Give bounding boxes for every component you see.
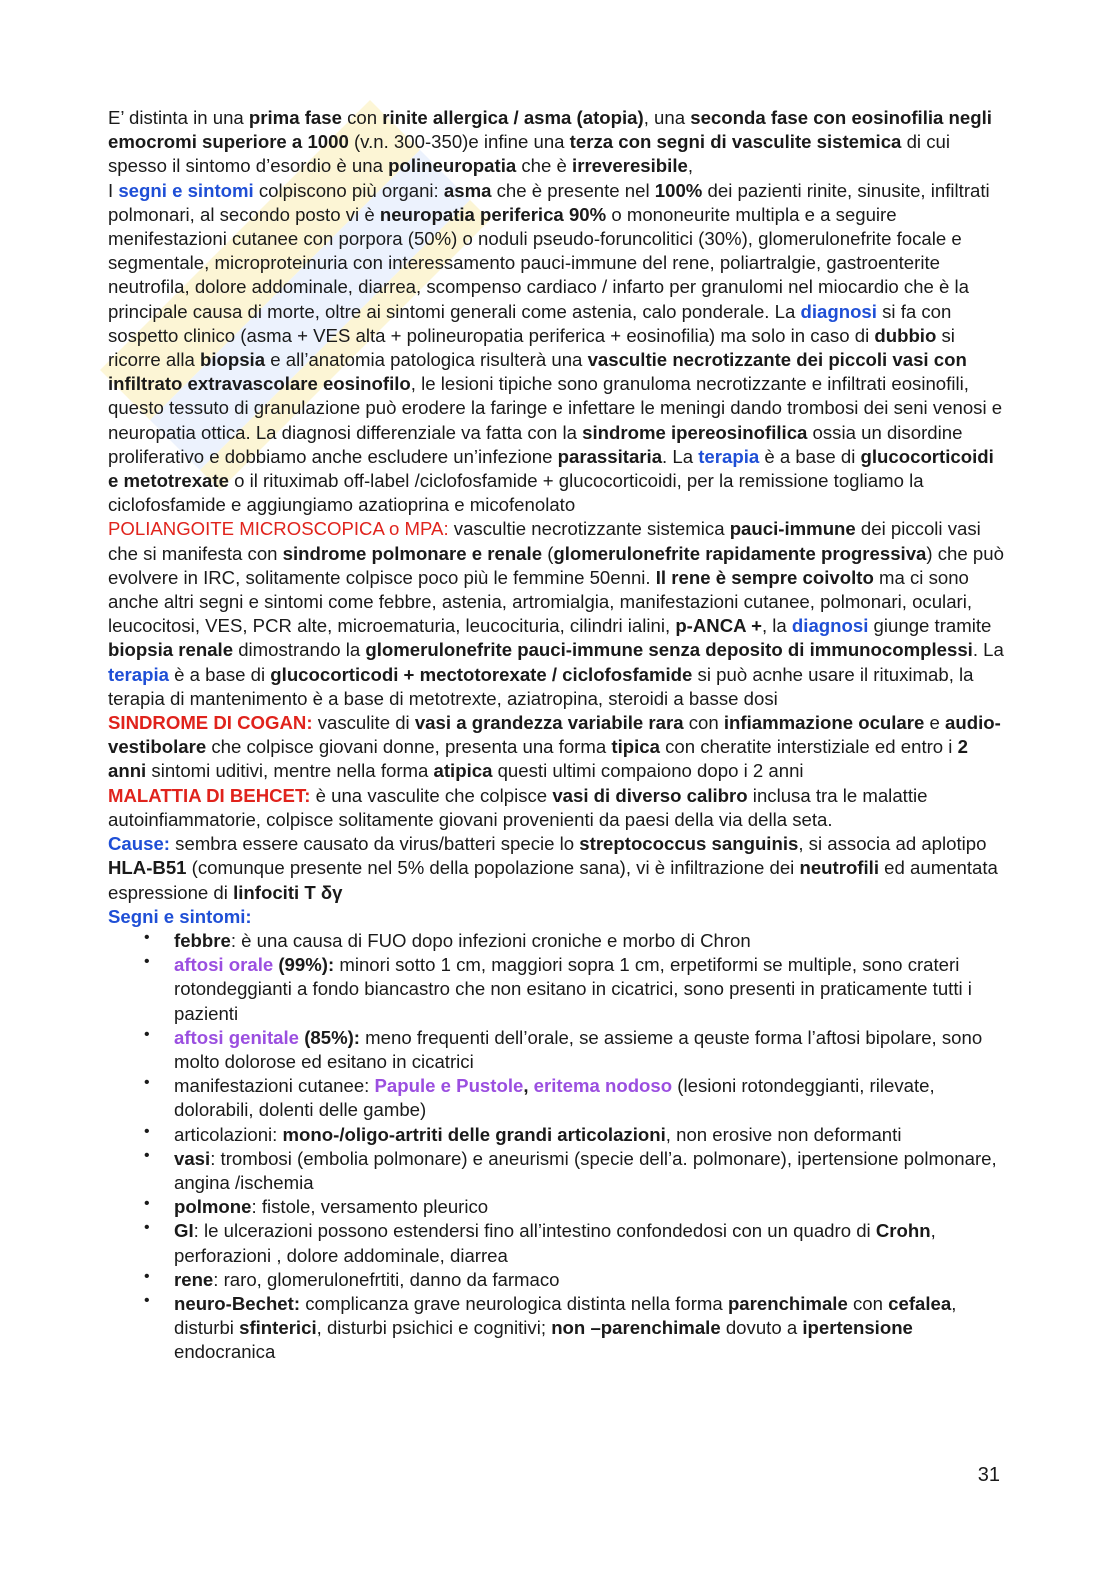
text: irreveresibile bbox=[572, 155, 688, 177]
text: HLA-B51 bbox=[108, 857, 187, 879]
text: manifestazioni cutanee: bbox=[174, 1075, 375, 1097]
list-item bbox=[174, 953, 1008, 1026]
symptoms-list bbox=[108, 929, 1008, 1365]
text: vasculite di bbox=[312, 712, 415, 734]
text: dubbio bbox=[874, 324, 937, 346]
heading-segni-sintomi: Segni e sintomi: bbox=[108, 905, 252, 927]
text: GI bbox=[174, 1220, 194, 1242]
list-item bbox=[174, 1195, 1008, 1219]
text: ossia un disordine proliferativo e dobbiamo anche escludere un’infezione bbox=[108, 421, 963, 467]
text: sembra essere causato da virus/batteri specie lo bbox=[170, 833, 580, 855]
text: ed aumentata espressione di bbox=[108, 857, 998, 903]
list-item bbox=[174, 1123, 1008, 1147]
text: e all’anatomia patologica risulterà una bbox=[265, 349, 588, 371]
text: non –parenchimale bbox=[551, 1317, 721, 1339]
paragraph-egpa bbox=[108, 106, 1008, 517]
text: vasi a grandezza variabile rara bbox=[414, 712, 684, 734]
text: che è presente nel bbox=[491, 179, 655, 201]
text: Papule e Pustole bbox=[374, 1075, 524, 1097]
text: dimostrando la bbox=[233, 639, 366, 661]
list-item bbox=[174, 1292, 1008, 1365]
text: , perforazioni , dolore addominale, diarrea bbox=[174, 1220, 936, 1266]
text: si fa con sospetto clinico (asma + VES alta + polineuropatia periferica + eosinofilia) ma solo in caso di bbox=[108, 300, 952, 346]
text: atipica bbox=[433, 760, 493, 782]
paragraph-cogan bbox=[108, 711, 1008, 784]
text: vasi bbox=[174, 1147, 211, 1169]
text: seconda fase con eosinofilia negli emocromi superiore a 1000 bbox=[108, 107, 992, 153]
list-item bbox=[174, 1219, 1008, 1267]
heading-diagnosi: diagnosi bbox=[791, 615, 869, 637]
heading-terapia: terapia bbox=[108, 663, 169, 685]
text: sintomi uditivi, mentre nella forma bbox=[146, 760, 434, 782]
text: si può acnhe usare il rituximab, la terapia di mantenimento è a base di metotrexte, aziatropina, steroidi a basse dosi bbox=[108, 663, 974, 709]
text: ma ci sono anche altri segni e sintomi come febbre, astenia, artromialgia, manifestazioni cutanee, polmonari, oculari, leucocitosi, VES, PCR alte, microematuria, leucocituria, cilindri ialini, bbox=[108, 566, 973, 637]
text: glomerulonefrite rapidamente progressiva bbox=[553, 542, 927, 564]
text: , disturbi bbox=[174, 1292, 957, 1339]
section-title-cogan: SINDROME DI COGAN: bbox=[108, 712, 313, 734]
text: dei pazienti rinite, sinusite, infiltrati polmonari, al secondo posto vi è bbox=[108, 179, 990, 225]
text: ipertensione bbox=[802, 1317, 913, 1339]
text: (v.n. 300-350)e infine una bbox=[348, 131, 570, 153]
text: vascultie necrotizzante dei piccoli vasi con infiltrato extravascolare eosinofilo bbox=[108, 349, 967, 395]
list-item bbox=[174, 1147, 1008, 1195]
text: è a base di bbox=[759, 445, 861, 467]
heading-diagnosi: diagnosi bbox=[800, 300, 877, 322]
text: (comunque presente nel 5% della popolazione sana), vi è infiltrazione dei bbox=[186, 857, 800, 879]
text: streptococcus sanguinis bbox=[579, 833, 799, 855]
text: , la bbox=[761, 615, 792, 637]
text: , le lesioni tipiche sono granuloma necrotizzante e infiltrati eosinofili, questo tessuto di granulazione può erodere la faringe e infettare le meningi dando trombosi dei seni venosi e neuropatia ottica. La diagnosi differenziale va fatta con la bbox=[108, 373, 1003, 443]
text: parassitaria bbox=[557, 445, 663, 467]
paragraph-segni-heading bbox=[108, 905, 1008, 929]
text: (99%): bbox=[273, 954, 335, 976]
text: con bbox=[341, 107, 383, 128]
text: E’ distinta in una bbox=[108, 107, 249, 128]
text: o mononeurite multipla e a seguire menifestazioni cutanee con porpora (50%) o noduli pseudo-foruncolitici (30%), glomerulonefrite focale e segmentale, microproteinuria con interessamento pauci-immune del rene, poliartralgie, gastroenterite neutrofila, dolore addominale, diarrea, scompenso cardiaco / infarto per granulomi nel miocardio che è la principale causa di morte, oltre ai sintomi generali come astenia, calo ponderale. La bbox=[108, 203, 969, 322]
list-item bbox=[174, 1026, 1008, 1074]
text: ( bbox=[542, 542, 554, 564]
text: rinite allergica / asma (atopia) bbox=[382, 107, 644, 128]
text: che è bbox=[516, 155, 573, 177]
text: di cui spesso il sintomo d’esordio è una bbox=[108, 131, 950, 177]
text: parenchimale bbox=[727, 1292, 848, 1314]
text: che colpisce giovani donne, presenta una forma bbox=[206, 736, 612, 758]
text: articolazioni: bbox=[174, 1123, 283, 1145]
text: biopsia renale bbox=[108, 639, 234, 661]
text: giunge tramite bbox=[868, 615, 992, 637]
text: 2 anni bbox=[108, 736, 968, 782]
heading-terapia: terapia bbox=[698, 445, 760, 467]
text: questi ultimi compaiono dopo i 2 anni bbox=[492, 760, 804, 782]
text: polineuropatia bbox=[388, 155, 517, 177]
text: neuro-Bechet: bbox=[174, 1292, 301, 1314]
text: . La bbox=[972, 639, 1004, 661]
text: , una bbox=[643, 107, 691, 128]
text: si ricorre alla bbox=[108, 324, 955, 371]
text: complicanza grave neurologica distinta nella forma bbox=[300, 1292, 728, 1314]
text: , bbox=[687, 155, 693, 177]
text: tipica bbox=[611, 736, 660, 758]
text: (85%): bbox=[299, 1026, 360, 1048]
text: glomerulonefrite pauci-immune senza deposito di immunocomplessi bbox=[365, 639, 973, 661]
text: inclusa tra le malattie autoinfiammatorie, colpisce solitamente giovani provenienti da paesi della via della seta. bbox=[108, 784, 928, 830]
text: endocranica bbox=[174, 1341, 276, 1363]
list-item bbox=[174, 1268, 1008, 1292]
text: : raro, glomerulonefrtiti, danno da farmaco bbox=[213, 1268, 560, 1290]
text: I bbox=[108, 179, 119, 201]
paragraph-cause bbox=[108, 832, 1008, 905]
heading-segni-sintomi: segni e sintomi bbox=[118, 179, 254, 201]
text: febbre bbox=[174, 929, 231, 951]
text: e bbox=[924, 712, 946, 734]
text: dovuto a bbox=[720, 1317, 803, 1339]
text: ) che può evolvere in IRC, solitamente colpisce poco più le femmine 50enni. bbox=[108, 542, 1004, 588]
text: , disturbi psichici e cognitivi; bbox=[316, 1317, 552, 1339]
text: mono-/oligo-artriti delle grandi articolazioni bbox=[282, 1123, 666, 1145]
section-title-behcet: MALATTIA DI BEHCET: bbox=[108, 784, 311, 806]
text: glucocorticoidi e metotrexate bbox=[108, 445, 994, 492]
text: : fistole, versamento pleurico bbox=[251, 1196, 489, 1218]
text: neutrofili bbox=[799, 857, 880, 879]
text: p-ANCA + bbox=[675, 615, 762, 637]
text: è a base di bbox=[168, 663, 271, 685]
text: (lesioni rotondeggianti, rilevate, dolorabili, dolenti delle gambe) bbox=[174, 1075, 935, 1121]
text: , non erosive non deformanti bbox=[665, 1123, 902, 1145]
text: : trombosi (embolia polmonare) e aneurismi (specie dell’a. polmonare), ipertensione polmonare, angina /ischemia bbox=[174, 1147, 997, 1193]
paragraph-behcet bbox=[108, 784, 1008, 832]
document-body bbox=[108, 106, 1008, 1365]
text: con bbox=[683, 712, 724, 734]
text: con bbox=[847, 1292, 889, 1314]
text: sindrome ipereosinofilica bbox=[582, 421, 808, 443]
text: cefalea bbox=[888, 1292, 952, 1314]
text: vasi di diverso calibro bbox=[552, 784, 748, 806]
text: polmone bbox=[174, 1196, 252, 1218]
text: Il rene è sempre coivolto bbox=[655, 566, 874, 588]
text: colpiscono più organi: bbox=[253, 179, 444, 201]
text: audio-vestibolare bbox=[108, 712, 1001, 758]
text: , bbox=[523, 1075, 534, 1097]
heading-cause: Cause: bbox=[108, 833, 171, 855]
text: con cheratite interstiziale ed entro i bbox=[659, 736, 958, 758]
text: meno frequenti dell’orale, se assieme a qeuste forma l’aftosi bipolare, sono molto dolorose ed esitano in cicatrici bbox=[174, 1026, 983, 1072]
list-item bbox=[174, 1074, 1008, 1122]
paragraph-mpa bbox=[108, 517, 1008, 711]
text: aftosi genitale bbox=[174, 1026, 300, 1048]
text: asma bbox=[443, 179, 492, 201]
text: minori sotto 1 cm, maggiori sopra 1 cm, erpetiformi se multiple, sono crateri rotondeggianti a fondo biancastro che non esitano in cicatrici, sono presenti in praticamente tutti i pazienti bbox=[174, 954, 972, 1024]
text: : è una causa di FUO dopo infezioni croniche e morbo di Chron bbox=[230, 929, 751, 951]
text: è una vasculite che colpisce bbox=[310, 784, 553, 806]
text: : le ulcerazioni possono estendersi fino all’intestino confondedosi con un quadro di bbox=[193, 1220, 876, 1242]
text: o il rituximab off-label /ciclofosfamide + glucocorticoidi, per la remissione togliamo la ciclofosfamide e aggiungiamo azatioprina e micofenolato bbox=[108, 470, 924, 516]
text: sfinterici bbox=[239, 1317, 317, 1339]
text: sindrome polmonare e renale bbox=[282, 542, 543, 564]
text: pauci-immune bbox=[729, 518, 856, 540]
text: aftosi orale bbox=[174, 954, 274, 976]
text: , si associa ad aplotipo bbox=[798, 833, 987, 855]
text: terza con segni di vasculite sistemica bbox=[569, 131, 902, 153]
text: vascultie necrotizzante sistemica bbox=[448, 518, 730, 540]
text: neuropatia periferica 90% bbox=[379, 203, 607, 225]
text: biopsia bbox=[199, 349, 266, 371]
text: 100% bbox=[654, 179, 703, 201]
list-item bbox=[174, 929, 1008, 953]
text: prima fase bbox=[248, 107, 342, 128]
text: dei piccoli vasi che si manifesta con bbox=[108, 518, 981, 564]
text: Crohn bbox=[875, 1220, 931, 1242]
section-title-mpa: POLIANGOITE MICROSCOPICA o MPA: bbox=[108, 518, 449, 540]
text: eritema nodoso bbox=[533, 1075, 673, 1097]
text: glucocorticodi + mectotorexate / ciclofosfamide bbox=[270, 663, 693, 685]
text: infiammazione oculare bbox=[723, 712, 925, 734]
text: linfociti T δγ bbox=[233, 881, 343, 903]
text: rene bbox=[174, 1268, 214, 1290]
text: . La bbox=[662, 445, 699, 467]
page-number: 31 bbox=[977, 1464, 1000, 1486]
